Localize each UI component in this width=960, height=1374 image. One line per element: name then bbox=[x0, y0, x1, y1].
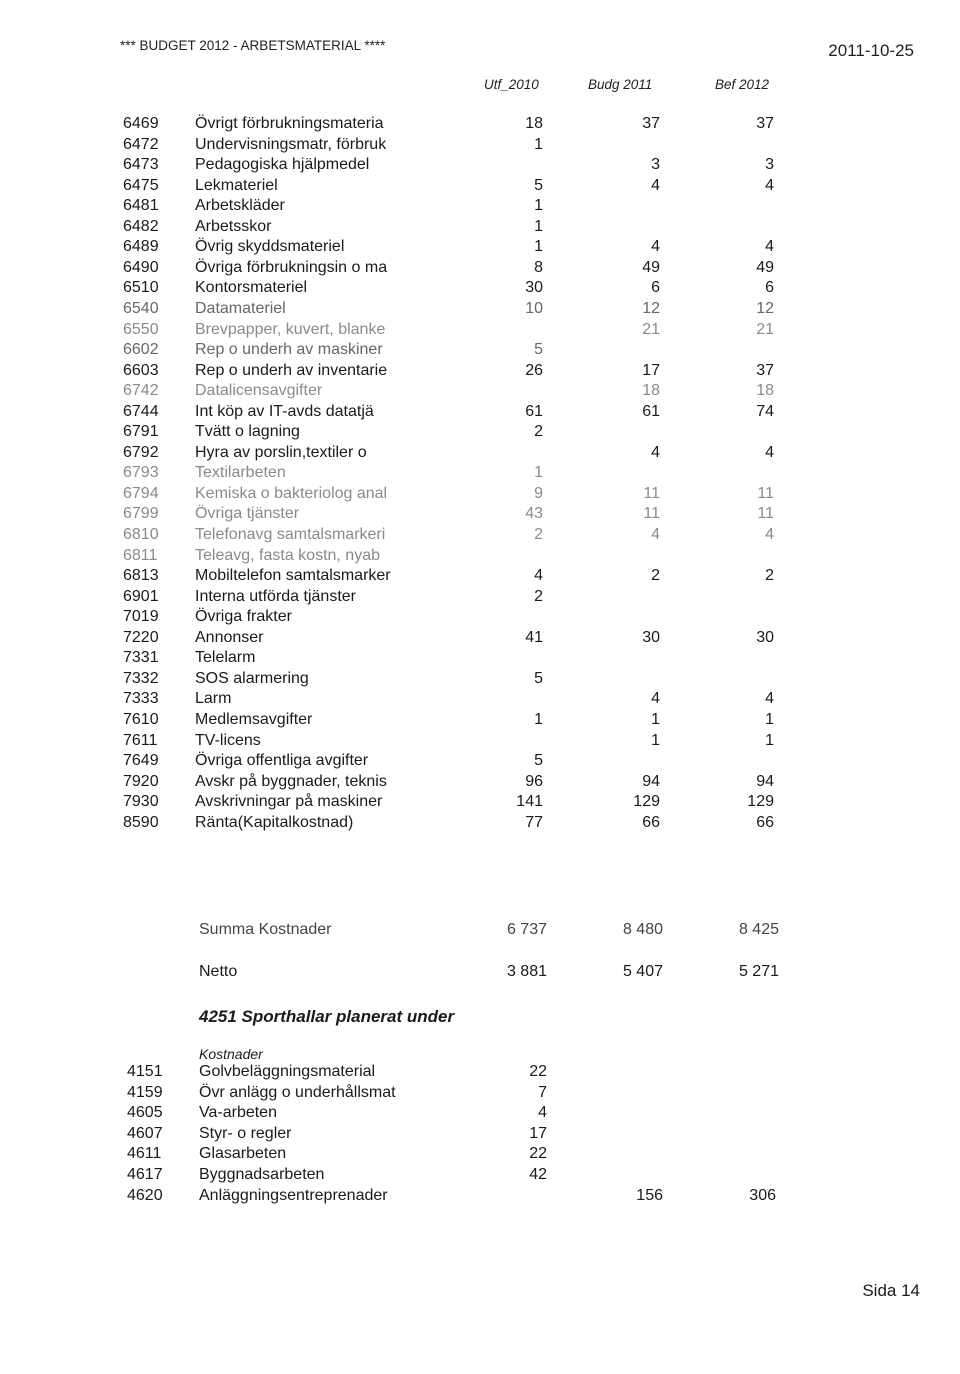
row-value-utf2010: 5 bbox=[534, 341, 543, 359]
row-description: Hyra av porslin,textiler o bbox=[195, 443, 367, 461]
row-code: 7220 bbox=[123, 628, 159, 646]
table-row bbox=[0, 1186, 960, 1206]
row-value-utf2010: 96 bbox=[525, 772, 543, 790]
table-row bbox=[0, 135, 960, 155]
row-value-utf2010: 9 bbox=[534, 484, 543, 502]
row-value-utf2010: 4 bbox=[534, 567, 543, 585]
column-header-budg2011: Budg 2011 bbox=[588, 77, 653, 92]
row-value-budg2011: 4 bbox=[651, 176, 660, 194]
row-code: 4605 bbox=[127, 1104, 163, 1122]
table-row bbox=[0, 1165, 960, 1185]
row-description: Lekmateriel bbox=[195, 176, 278, 194]
row-description: Teleavg, fasta kostn, nyab bbox=[195, 546, 380, 564]
row-value-bef2012: 11 bbox=[757, 484, 774, 502]
row-description: Interna utförda tjänster bbox=[195, 587, 356, 605]
row-value-utf2010: 42 bbox=[529, 1166, 547, 1183]
row-description: Golvbeläggningsmaterial bbox=[199, 1063, 376, 1080]
row-description: Ränta(Kapitalkostnad) bbox=[195, 813, 354, 831]
row-description: Mobiltelefon samtalsmarker bbox=[195, 567, 391, 585]
row-value-utf2010: 22 bbox=[529, 1145, 547, 1163]
row-value-bef2012: 49 bbox=[756, 258, 774, 276]
row-value-bef2012: 306 bbox=[749, 1186, 776, 1204]
row-value-utf2010: 141 bbox=[516, 793, 543, 811]
table-row bbox=[0, 731, 960, 751]
row-description: Övriga förbrukningsin o ma bbox=[195, 258, 388, 276]
row-value-bef2012: 74 bbox=[756, 402, 774, 420]
row-description: Övrig skyddsmateriel bbox=[195, 238, 345, 256]
table-row bbox=[0, 1144, 960, 1164]
row-description: Övrigt förbrukningsmateria bbox=[195, 115, 384, 132]
table-row bbox=[0, 1062, 960, 1082]
row-value-bef2012: 37 bbox=[756, 115, 774, 132]
row-code: 6742 bbox=[123, 382, 159, 400]
row-code: 6469 bbox=[123, 115, 159, 132]
row-value-budg2011: 49 bbox=[642, 258, 660, 276]
table-row bbox=[0, 258, 960, 278]
table-row bbox=[0, 648, 960, 668]
row-value-bef2012: 11 bbox=[757, 505, 774, 523]
row-value-budg2011: 11 bbox=[643, 505, 660, 523]
row-description: Övriga offentliga avgifter bbox=[195, 752, 369, 770]
table-row bbox=[0, 176, 960, 196]
row-code: 7333 bbox=[123, 690, 159, 708]
row-code: 8590 bbox=[123, 813, 159, 831]
row-description: SOS alarmering bbox=[195, 669, 309, 687]
column-header-utf2010: Utf_2010 bbox=[484, 77, 539, 92]
row-value-budg2011: 66 bbox=[642, 813, 660, 831]
table-row bbox=[0, 751, 960, 771]
row-description: Datalicensavgifter bbox=[195, 382, 323, 400]
row-description: Avskr på byggnader, teknis bbox=[195, 772, 387, 790]
table-row bbox=[0, 320, 960, 340]
row-value-bef2012: 94 bbox=[756, 772, 774, 790]
row-description: Datamateriel bbox=[195, 299, 286, 317]
row-value-utf2010: 10 bbox=[525, 299, 543, 317]
table-row bbox=[0, 114, 960, 134]
row-value-utf2010: 5 bbox=[534, 669, 543, 687]
table-row bbox=[0, 792, 960, 812]
row-description: Anläggningsentreprenader bbox=[199, 1186, 388, 1204]
table-row bbox=[0, 484, 960, 504]
row-description: Medlemsavgifter bbox=[195, 710, 313, 728]
table-row bbox=[0, 546, 960, 566]
row-value-bef2012: 1 bbox=[765, 710, 774, 728]
row-value-budg2011: 4 bbox=[651, 690, 660, 708]
row-value-budg2011: 12 bbox=[642, 299, 660, 317]
summary-value-utf2010: 3 881 bbox=[506, 963, 547, 980]
row-value-utf2010: 18 bbox=[525, 115, 543, 132]
row-value-utf2010: 1 bbox=[534, 464, 543, 482]
row-value-utf2010: 2 bbox=[534, 423, 543, 441]
row-value-budg2011: 4 bbox=[651, 238, 660, 256]
row-value-utf2010: 7 bbox=[538, 1083, 547, 1101]
row-value-bef2012: 6 bbox=[765, 279, 774, 297]
row-value-budg2011: 1 bbox=[651, 710, 660, 728]
row-value-bef2012: 66 bbox=[756, 813, 774, 831]
row-code: 7611 bbox=[123, 731, 158, 749]
row-value-utf2010: 30 bbox=[525, 279, 543, 297]
row-value-utf2010: 26 bbox=[525, 361, 543, 379]
row-code: 4607 bbox=[127, 1124, 163, 1142]
table-row bbox=[0, 669, 960, 689]
summary-label: Netto bbox=[199, 963, 238, 980]
summary-value-budg2011: 8 480 bbox=[622, 921, 663, 938]
row-description: Pedagogiska hjälpmedel bbox=[195, 156, 370, 174]
table-row bbox=[0, 278, 960, 298]
summary-value-budg2011: 5 407 bbox=[622, 963, 663, 980]
row-value-bef2012: 4 bbox=[765, 238, 774, 256]
row-value-budg2011: 61 bbox=[642, 402, 660, 420]
row-description: Va-arbeten bbox=[199, 1104, 277, 1122]
row-description: Textilarbeten bbox=[195, 464, 286, 482]
row-description: Rep o underh av maskiner bbox=[195, 341, 383, 359]
row-code: 7332 bbox=[123, 669, 159, 687]
row-description: Rep o underh av inventarie bbox=[195, 361, 388, 379]
row-code: 7019 bbox=[123, 608, 159, 626]
table-row bbox=[0, 299, 960, 319]
row-description: Annonser bbox=[195, 628, 264, 646]
row-code: 6744 bbox=[123, 402, 159, 420]
table-row bbox=[0, 1103, 960, 1123]
row-code: 6603 bbox=[123, 361, 159, 379]
row-code: 7331 bbox=[123, 649, 159, 667]
row-value-budg2011: 11 bbox=[643, 484, 660, 502]
row-value-utf2010: 61 bbox=[525, 402, 543, 420]
row-code: 6489 bbox=[123, 238, 159, 256]
row-code: 6793 bbox=[123, 464, 159, 482]
row-code: 4620 bbox=[127, 1186, 163, 1204]
row-code: 6550 bbox=[123, 320, 159, 338]
table-row bbox=[0, 1124, 960, 1144]
row-description: TV-licens bbox=[195, 731, 261, 749]
table-row bbox=[0, 196, 960, 216]
row-code: 6490 bbox=[123, 258, 159, 276]
table-row bbox=[0, 813, 960, 833]
row-code: 4611 bbox=[127, 1145, 162, 1163]
row-value-utf2010: 43 bbox=[525, 505, 543, 523]
row-value-budg2011: 17 bbox=[642, 361, 660, 379]
row-value-budg2011: 6 bbox=[651, 279, 660, 297]
row-code: 6473 bbox=[123, 156, 159, 174]
table-row bbox=[0, 422, 960, 442]
table-row bbox=[0, 689, 960, 709]
table-row bbox=[0, 710, 960, 730]
row-description: Avskrivningar på maskiner bbox=[195, 793, 383, 811]
row-value-bef2012: 4 bbox=[765, 526, 774, 543]
table-row bbox=[0, 1083, 960, 1103]
row-value-bef2012: 3 bbox=[765, 156, 774, 174]
section-title: 4251 Sporthallar planerat under bbox=[199, 1007, 455, 1026]
row-code: 6792 bbox=[123, 443, 159, 461]
row-value-bef2012: 21 bbox=[756, 320, 774, 338]
column-header-bef2012: Bef 2012 bbox=[715, 77, 770, 92]
row-description: Undervisningsmatr, förbruk bbox=[195, 135, 387, 153]
row-value-utf2010: 1 bbox=[534, 710, 543, 728]
row-value-budg2011: 4 bbox=[651, 443, 660, 461]
row-code: 6510 bbox=[123, 279, 159, 297]
table-row bbox=[0, 772, 960, 792]
table-row bbox=[0, 217, 960, 237]
row-value-budg2011: 94 bbox=[642, 772, 660, 790]
row-value-bef2012: 30 bbox=[756, 628, 774, 646]
table-row bbox=[0, 525, 960, 545]
row-code: 6602 bbox=[123, 341, 159, 359]
row-description: Tvätt o lagning bbox=[195, 423, 300, 441]
summary-row bbox=[0, 920, 960, 940]
row-value-bef2012: 4 bbox=[765, 443, 774, 461]
row-value-bef2012: 4 bbox=[765, 176, 774, 194]
table-row bbox=[0, 155, 960, 175]
row-description: Arbetskläder bbox=[195, 197, 285, 215]
row-description: Övriga frakter bbox=[195, 608, 292, 626]
table-row bbox=[0, 504, 960, 524]
row-value-budg2011: 3 bbox=[651, 156, 660, 174]
section-subtitle: Kostnader bbox=[199, 1046, 263, 1062]
row-code: 6791 bbox=[123, 423, 159, 441]
row-code: 7649 bbox=[123, 752, 159, 770]
table-row bbox=[0, 340, 960, 360]
table-row bbox=[0, 566, 960, 586]
row-code: 6481 bbox=[123, 197, 159, 215]
row-value-bef2012: 129 bbox=[747, 793, 774, 811]
row-value-budg2011: 129 bbox=[633, 793, 660, 811]
row-description: Övr anlägg o underhållsmat bbox=[199, 1083, 396, 1101]
row-description: Styr- o regler bbox=[199, 1124, 292, 1142]
row-value-utf2010: 5 bbox=[534, 176, 543, 194]
row-value-utf2010: 41 bbox=[525, 628, 543, 646]
row-description: Kemiska o bakteriolog anal bbox=[195, 484, 388, 502]
row-value-budg2011: 37 bbox=[642, 115, 660, 132]
document-date: 2011-10-25 bbox=[828, 41, 914, 60]
row-code: 4617 bbox=[127, 1166, 163, 1183]
row-value-utf2010: 1 bbox=[534, 217, 543, 235]
table-row bbox=[0, 607, 960, 627]
row-description: Telelarm bbox=[195, 649, 256, 667]
row-description: Int köp av IT-avds datatjä bbox=[195, 402, 374, 420]
row-code: 7930 bbox=[123, 793, 159, 811]
row-value-budg2011: 2 bbox=[651, 567, 660, 585]
summary-value-bef2012: 8 425 bbox=[738, 921, 779, 938]
row-value-budg2011: 21 bbox=[642, 320, 660, 338]
table-row bbox=[0, 463, 960, 483]
row-code: 6901 bbox=[123, 587, 159, 605]
row-code: 4151 bbox=[127, 1063, 163, 1080]
row-value-bef2012: 2 bbox=[765, 567, 774, 585]
table-row bbox=[0, 402, 960, 422]
row-code: 6799 bbox=[123, 505, 159, 523]
row-value-utf2010: 77 bbox=[525, 813, 543, 831]
row-value-utf2010: 2 bbox=[534, 526, 543, 543]
row-code: 6810 bbox=[123, 526, 159, 543]
table-row bbox=[0, 628, 960, 648]
row-value-budg2011: 30 bbox=[642, 628, 660, 646]
row-value-utf2010: 1 bbox=[534, 238, 543, 256]
row-value-bef2012: 4 bbox=[765, 690, 774, 708]
row-code: 6482 bbox=[123, 217, 159, 235]
row-value-utf2010: 8 bbox=[534, 258, 543, 276]
row-code: 7920 bbox=[123, 772, 159, 790]
row-value-utf2010: 1 bbox=[534, 135, 543, 153]
row-code: 6472 bbox=[123, 135, 159, 153]
table-row bbox=[0, 361, 960, 381]
row-value-utf2010: 5 bbox=[534, 752, 543, 770]
row-description: Brevpapper, kuvert, blanke bbox=[195, 320, 386, 338]
row-value-bef2012: 37 bbox=[756, 361, 774, 379]
row-value-bef2012: 1 bbox=[765, 731, 774, 749]
summary-label: Summa Kostnader bbox=[199, 921, 332, 938]
row-description: Övriga tjänster bbox=[195, 505, 300, 523]
table-row bbox=[0, 443, 960, 463]
row-code: 6813 bbox=[123, 567, 159, 585]
row-value-utf2010: 4 bbox=[538, 1104, 547, 1122]
row-value-utf2010: 17 bbox=[529, 1124, 547, 1142]
row-code: 7610 bbox=[123, 710, 159, 728]
row-value-bef2012: 12 bbox=[756, 299, 774, 317]
row-description: Larm bbox=[195, 690, 232, 708]
summary-value-bef2012: 5 271 bbox=[738, 963, 779, 980]
row-description: Telefonavg samtalsmarkeri bbox=[195, 526, 386, 543]
table-row bbox=[0, 237, 960, 257]
summary-value-utf2010: 6 737 bbox=[506, 921, 547, 938]
row-code: 6811 bbox=[123, 546, 158, 564]
row-value-utf2010: 2 bbox=[534, 587, 543, 605]
row-value-utf2010: 22 bbox=[529, 1063, 547, 1080]
row-description: Glasarbeten bbox=[199, 1145, 287, 1163]
document-title: *** BUDGET 2012 - ARBETSMATERIAL **** bbox=[120, 38, 386, 53]
row-code: 6794 bbox=[123, 484, 159, 502]
row-description: Kontorsmateriel bbox=[195, 279, 308, 297]
row-code: 6475 bbox=[123, 176, 159, 194]
row-value-utf2010: 1 bbox=[534, 197, 543, 215]
row-value-budg2011: 1 bbox=[651, 731, 660, 749]
row-description: Arbetsskor bbox=[195, 217, 272, 235]
page-number: Sida 14 bbox=[862, 1281, 920, 1300]
row-description: Byggnadsarbeten bbox=[199, 1166, 325, 1183]
summary-row bbox=[0, 962, 960, 982]
row-value-budg2011: 4 bbox=[651, 526, 660, 543]
row-value-budg2011: 18 bbox=[642, 382, 660, 400]
table-row bbox=[0, 381, 960, 401]
row-value-bef2012: 18 bbox=[756, 382, 774, 400]
table-row bbox=[0, 587, 960, 607]
row-code: 4159 bbox=[127, 1083, 163, 1101]
row-code: 6540 bbox=[123, 299, 159, 317]
row-value-budg2011: 156 bbox=[636, 1186, 663, 1204]
